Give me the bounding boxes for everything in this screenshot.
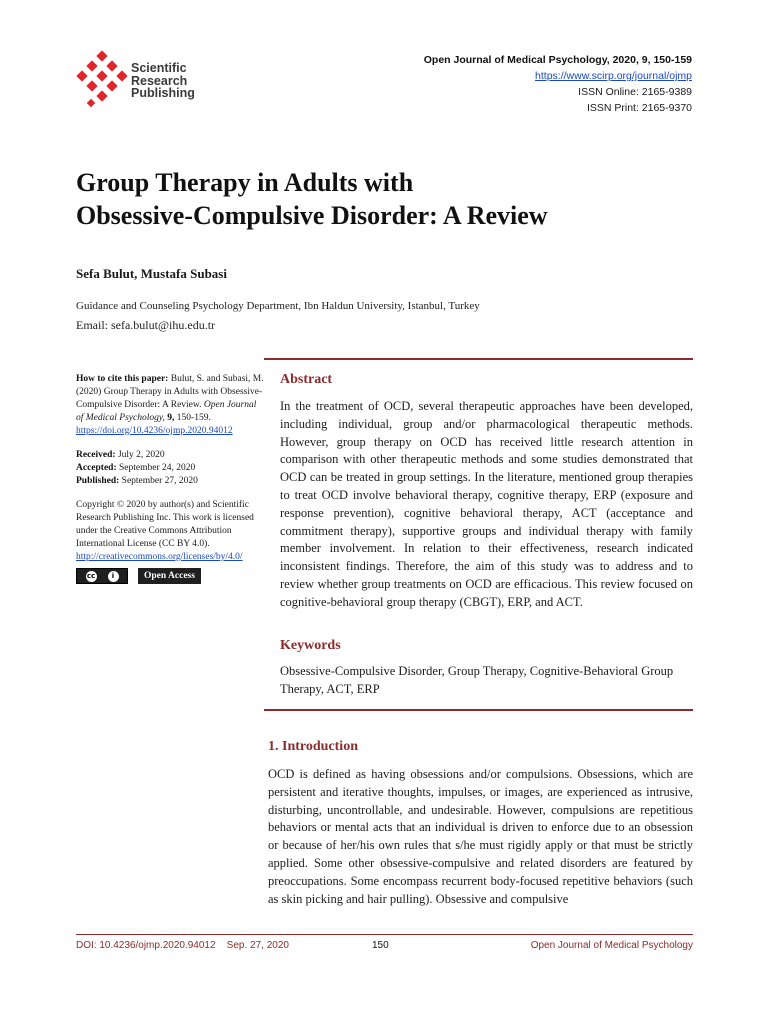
keywords-bottom-divider bbox=[264, 709, 693, 711]
cite-doi-link[interactable]: https://doi.org/10.4236/ojmp.2020.94012 bbox=[76, 426, 233, 436]
publisher-name-line3: Publishing bbox=[131, 86, 195, 100]
license-badges bbox=[76, 568, 264, 584]
published-date: September 27, 2020 bbox=[121, 476, 198, 486]
cc-icon: cc bbox=[86, 571, 96, 580]
dates-block bbox=[76, 449, 264, 488]
license-block bbox=[76, 499, 264, 564]
open-access-badge: Open Access bbox=[138, 568, 201, 584]
footer-date: Sep. 27, 2020 bbox=[226, 940, 289, 951]
cite-pages: 150-159. bbox=[176, 413, 211, 423]
published-label: Published: bbox=[76, 476, 120, 486]
footer-doi bbox=[76, 940, 289, 951]
cite-volume: 9, bbox=[167, 413, 175, 423]
publisher-name-line1: Scientific bbox=[131, 61, 187, 75]
keywords-text: Obsessive-Compulsive Disorder, Group Therapy, Cognitive-Behavioral Group Therapy, ACT, ERP bbox=[280, 664, 674, 696]
paper-title-line1: Group Therapy in Adults with bbox=[76, 168, 414, 197]
authors: Sefa Bulut, Mustafa Subasi bbox=[76, 266, 227, 281]
paper-title-line2: Obsessive-Compulsive Disorder: A Review bbox=[76, 201, 548, 230]
publisher-name bbox=[131, 62, 195, 100]
cite-label: How to cite this paper: bbox=[76, 374, 169, 384]
citation-block bbox=[76, 373, 264, 438]
accepted-date: September 24, 2020 bbox=[119, 463, 196, 473]
journal-url-link[interactable]: https://www.scirp.org/journal/ojmp bbox=[535, 70, 692, 82]
abstract-top-divider bbox=[264, 358, 693, 360]
license-link[interactable]: http://creativecommons.org/licenses/by/4.0/ bbox=[76, 552, 243, 562]
abstract-text: In the treatment of OCD, several therapeutic approaches have been developed, including individual, group and/or pharmacological therapeutic methods. However, group therapy on OCD has received little research attention in comparison with other therapeutic methods and some studies demonstrated that OCD can be treated in group settings. In the literature, mentioned group therapies to treat OCD involve behavioral therapy, cognitive therapy, ERP (exposure and response prevention), cognitive behavioral therapy, ACT (acceptance and commitment therapy), supportive groups and individual therapy with family member involvement. In relation to their effectiveness, research indicated inconsistent findings. Therefore, the aim of this study was to address and to review whether group treatments on OCD are efficacious. This review focused on cognitive-behavioral group therapy (CBGT), ERP, and ACT. bbox=[280, 399, 693, 609]
author-email: Email: sefa.bulut@ihu.edu.tr bbox=[76, 318, 216, 332]
copyright-text: Copyright © 2020 by author(s) and Scientific Research Publishing Inc. This work is licensed under the Creative Commons Attribution International License (CC BY 4.0). bbox=[76, 500, 254, 549]
journal-citation: Open Journal of Medical Psychology, 2020, 9, 150-159 bbox=[423, 54, 692, 66]
publisher-name-line2: Research bbox=[131, 73, 188, 88]
footer-divider bbox=[76, 934, 693, 935]
scirp-diamond-icon bbox=[76, 50, 128, 112]
article-sidebar bbox=[76, 373, 264, 584]
received-label: Received: bbox=[76, 450, 116, 460]
cite-journal: Open Journal of Medical Psychology, bbox=[76, 400, 257, 423]
page-number: 150 bbox=[372, 940, 389, 951]
keywords-heading: Keywords bbox=[280, 638, 341, 653]
received-date: July 2, 2020 bbox=[117, 450, 165, 460]
abstract-heading: Abstract bbox=[280, 372, 333, 387]
footer-doi-text: DOI: 10.4236/ojmp.2020.94012 bbox=[76, 940, 216, 951]
introduction-heading: 1. Introduction bbox=[268, 739, 358, 754]
footer-journal: Open Journal of Medical Psychology bbox=[530, 940, 693, 951]
journal-info bbox=[424, 52, 692, 116]
cc-by-badge[interactable] bbox=[76, 568, 128, 584]
issn-print: ISSN Print: 2165-9370 bbox=[586, 102, 692, 114]
affiliation: Guidance and Counseling Psychology Department, Ibn Haldun University, Istanbul, Turkey bbox=[76, 300, 480, 312]
attribution-icon: i bbox=[108, 571, 119, 582]
issn-online: ISSN Online: 2165-9389 bbox=[578, 86, 692, 98]
publisher-logo bbox=[76, 50, 206, 112]
cite-text: Bulut, S. and Subasi, M. (2020) Group Therapy in Adults with Obsessive-Compulsive Disorder: A Review. bbox=[76, 374, 264, 410]
introduction-text: OCD is defined as having obsessions and/or compulsions. Obsessions, which are persistent and iterative thoughts, impulses, or images, are experienced as intrusive, disturbing, uncontrollable, and undesirable. However, compulsions are repetitious behaviors or mental acts that an individual is driven to enforce due to an obsession or because of her/his own rules that s/he must rigidly apply or that must be strictly applied. Some other obsessive-compulsive and related disorders are featured by preoccupations. Some encompass recurrent body-focused repetitive behaviors (such as skin picking and hair pulling). Obsessive and compulsive bbox=[268, 767, 693, 906]
paper-title bbox=[76, 166, 696, 232]
accepted-label: Accepted: bbox=[76, 463, 117, 473]
